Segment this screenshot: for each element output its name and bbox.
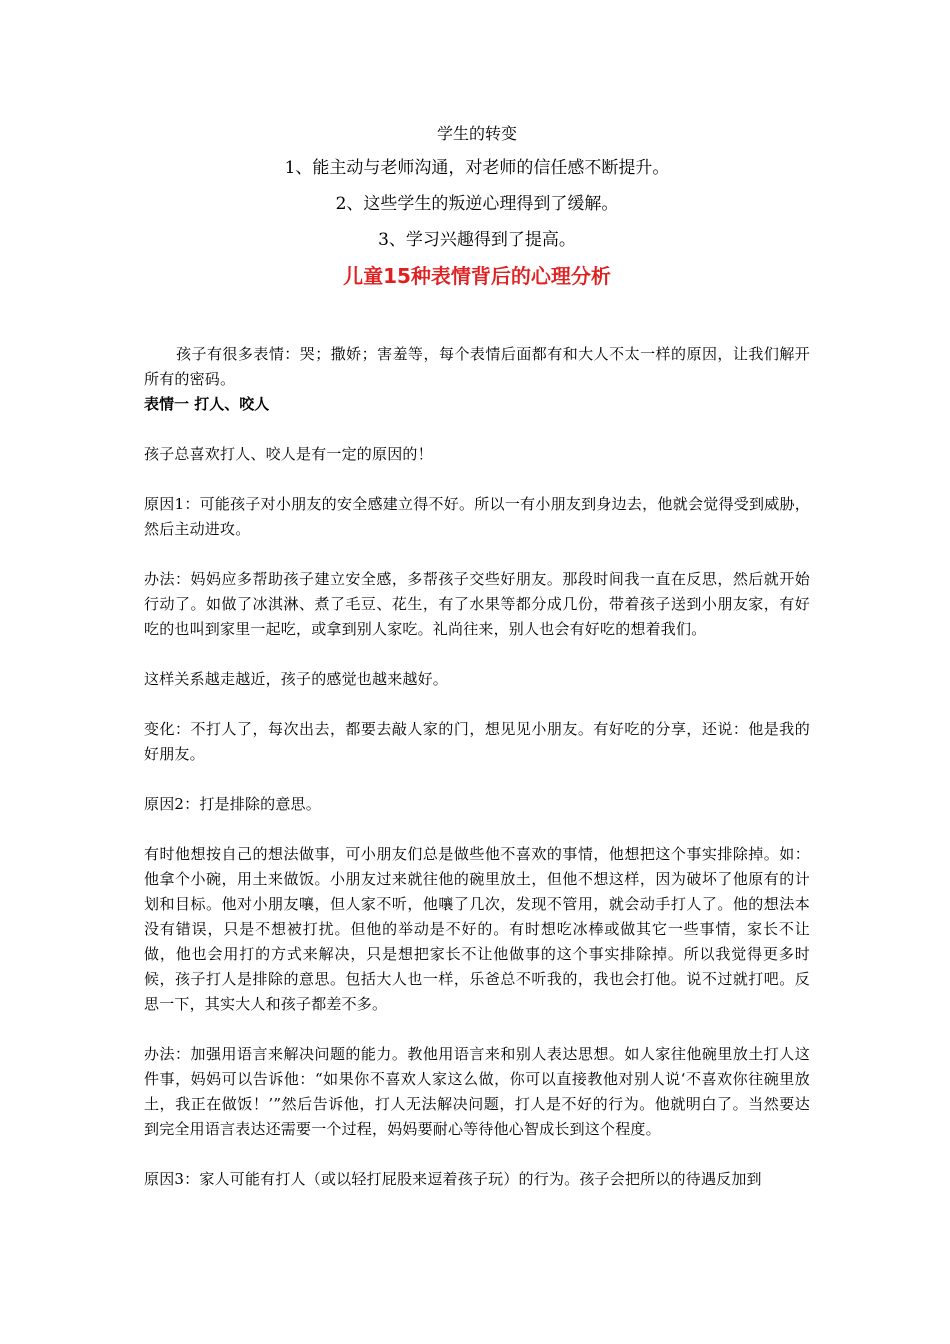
paragraph: 原因1：可能孩子对小朋友的安全感建立得不好。所以一有小朋友到身边去，他就会觉得受到威胁，然后主动进攻。 <box>144 495 810 538</box>
section-title: 学生的转变 <box>436 124 517 143</box>
paragraph: 变化：不打人了，每次出去，都要去敲人家的门，想见见小朋友。有好吃的分享，还说：他是我的好朋友。 <box>144 720 810 763</box>
list-item: 3、学习兴趣得到了提高。 <box>378 230 576 250</box>
paragraph: 办法：妈妈应多帮助孩子建立安全感，多帮孩子交些好朋友。那段时间我一直在反思，然后就开始行动了。如做了冰淇淋、煮了毛豆、花生，有了水果等都分成几份，带着孩子送到小朋友家，有好吃的也叫到家里一起吃，或拿到别人家吃。礼尚往来，别人也会有好吃的想着我们。 <box>144 570 810 638</box>
list-item: 2、这些学生的叛逆心理得到了缓解。 <box>335 194 619 214</box>
paragraph: 办法：加强用语言来解决问题的能力。教他用语言来和别人表达思想。如人家往他碗里放土打人这件事，妈妈可以告诉他：“如果你不喜欢人家这么做，你可以直接教他对别人说‘不喜欢你往碗里放土，我正在做饭！’”然后告诉他，打人无法解决问题，打人是不好的行为。他就明白了。当然要达到完全用语言表达还需要一个过程，妈妈要耐心等待他心智成长到这个程度。 <box>144 1045 810 1138</box>
paragraph: 原因3：家人可能有打人（或以轻打屁股来逗着孩子玩）的行为。孩子会把所以的待遇反加到 <box>144 1170 762 1188</box>
paragraph: 有时他想按自己的想法做事，可小朋友们总是做些他不喜欢的事情，他想把这个事实排除掉。如：他拿个小碗，用土来做饭。小朋友过来就往他的碗里放土，但他不想这样，因为破坏了他原有的计划和目标。他对小朋友嚷，但人家不听，他嚷了几次，发现不管用，就会动手打人了。他的想法本没有错误，只是不想被打扰。但他的举动是不好的。有时想吃冰棒或做其它一些事情，家长不让做，他也会用打的方式来解决，只是想把家长不让他做事的这个事实排除掉。所以我觉得更多时候，孩子打人是排除的意思。包括大人也一样，乐爸总不听我的，我也会打他。说不过就打吧。反思一下，其实大人和孩子都差不多。 <box>144 845 810 1013</box>
list-item: 1、能主动与老师沟通，对老师的信任感不断提升。 <box>284 158 670 178</box>
paragraph: 原因2：打是排除的意思。 <box>144 795 321 813</box>
document-page <box>144 118 810 1192</box>
paragraph: 这样关系越走越近，孩子的感觉也越来越好。 <box>144 670 449 688</box>
intro-paragraph: 孩子有很多表情：哭；撒娇；害羞等，每个表情后面都有和大人不太一样的原因，让我们解开所有的密码。 <box>144 345 810 388</box>
section-heading: 表情一 打人、咬人 <box>144 395 270 413</box>
paragraph: 孩子总喜欢打人、咬人是有一定的原因的！ <box>144 445 433 463</box>
article-title: 儿童15种表情背后的心理分析 <box>343 264 611 288</box>
